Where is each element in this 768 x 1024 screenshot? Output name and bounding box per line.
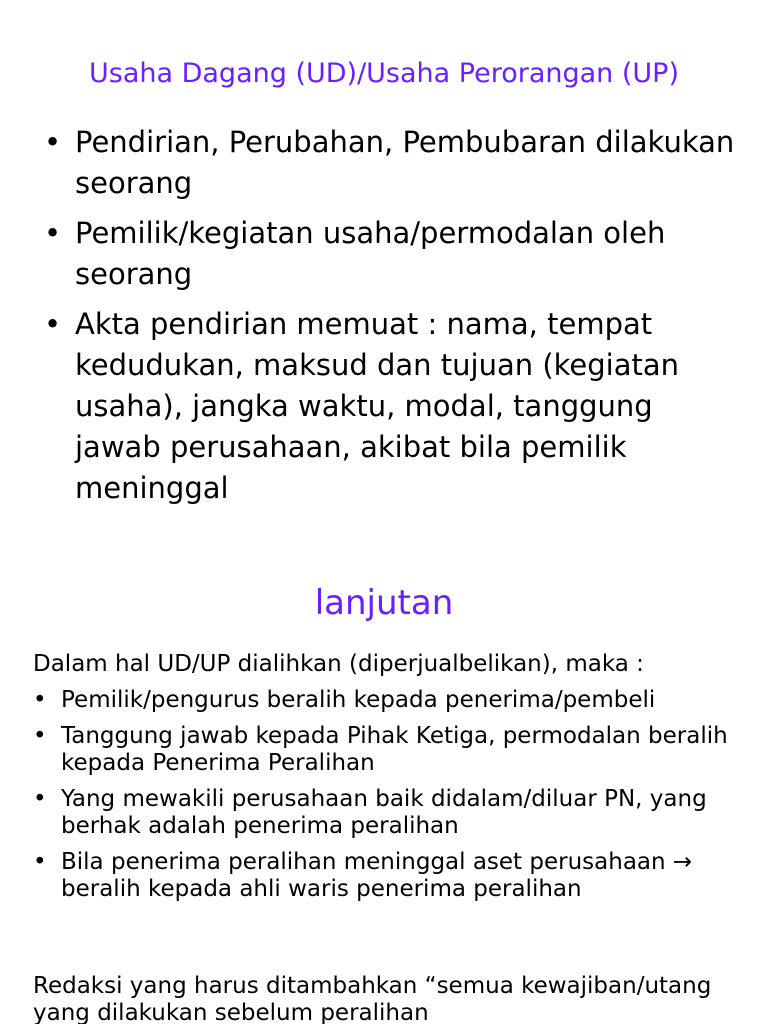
bullet-list: [44, 122, 744, 518]
bullet-item: [33, 723, 748, 777]
slide-lanjutan: [0, 545, 768, 1024]
bullet-icon: •: [44, 307, 62, 341]
bullet-icon: •: [33, 849, 47, 875]
bullet-item: [33, 786, 748, 840]
bullet-icon: •: [44, 125, 62, 159]
bullet-text: Akta pendirian memuat : nama, tempat kedudukan, maksud dan tujuan (kegiatan usaha), jangka waktu, modal, tanggung jawab perusahaan, akibat bila pemilik meninggal: [75, 307, 679, 505]
bullet-icon: •: [44, 216, 62, 250]
bullet-text: Pemilik/pengurus beralih kepada penerima/pembeli: [61, 687, 656, 713]
bullet-icon: •: [33, 687, 47, 713]
bullet-item: [33, 849, 748, 903]
bullet-text: Pendirian, Perubahan, Pembubaran dilakukan seorang: [75, 125, 735, 200]
bullet-text: Tanggung jawab kepada Pihak Ketiga, permodalan beralih kepada Penerima Peralihan: [61, 723, 728, 776]
intro-text: Dalam hal UD/UP dialihkan (diperjualbelikan), maka :: [33, 651, 644, 677]
bullet-icon: •: [33, 786, 47, 812]
bullet-list: [33, 687, 748, 912]
bullet-item: [44, 122, 744, 204]
slide-title: lanjutan: [314, 583, 454, 623]
bullet-item: [33, 687, 748, 714]
bullet-text: Pemilik/kegiatan usaha/permodalan oleh seorang: [75, 216, 666, 291]
bullet-text: Yang mewakili perusahaan baik didalam/diluar PN, yang berhak adalah penerima peralihan: [61, 786, 707, 839]
bullet-item: [44, 304, 744, 509]
closing-text: Redaksi yang harus ditambahkan “semua kewajiban/utang yang dilakukan sebelum peralihan: [33, 973, 712, 1024]
bullet-item: [44, 213, 744, 295]
bullet-text: Bila penerima peralihan meninggal aset perusahaan → beralih kepada ahli waris penerima peralihan: [61, 849, 693, 902]
slide-title: Usaha Dagang (UD)/Usaha Perorangan (UP): [88, 58, 679, 89]
bullet-icon: •: [33, 723, 47, 749]
